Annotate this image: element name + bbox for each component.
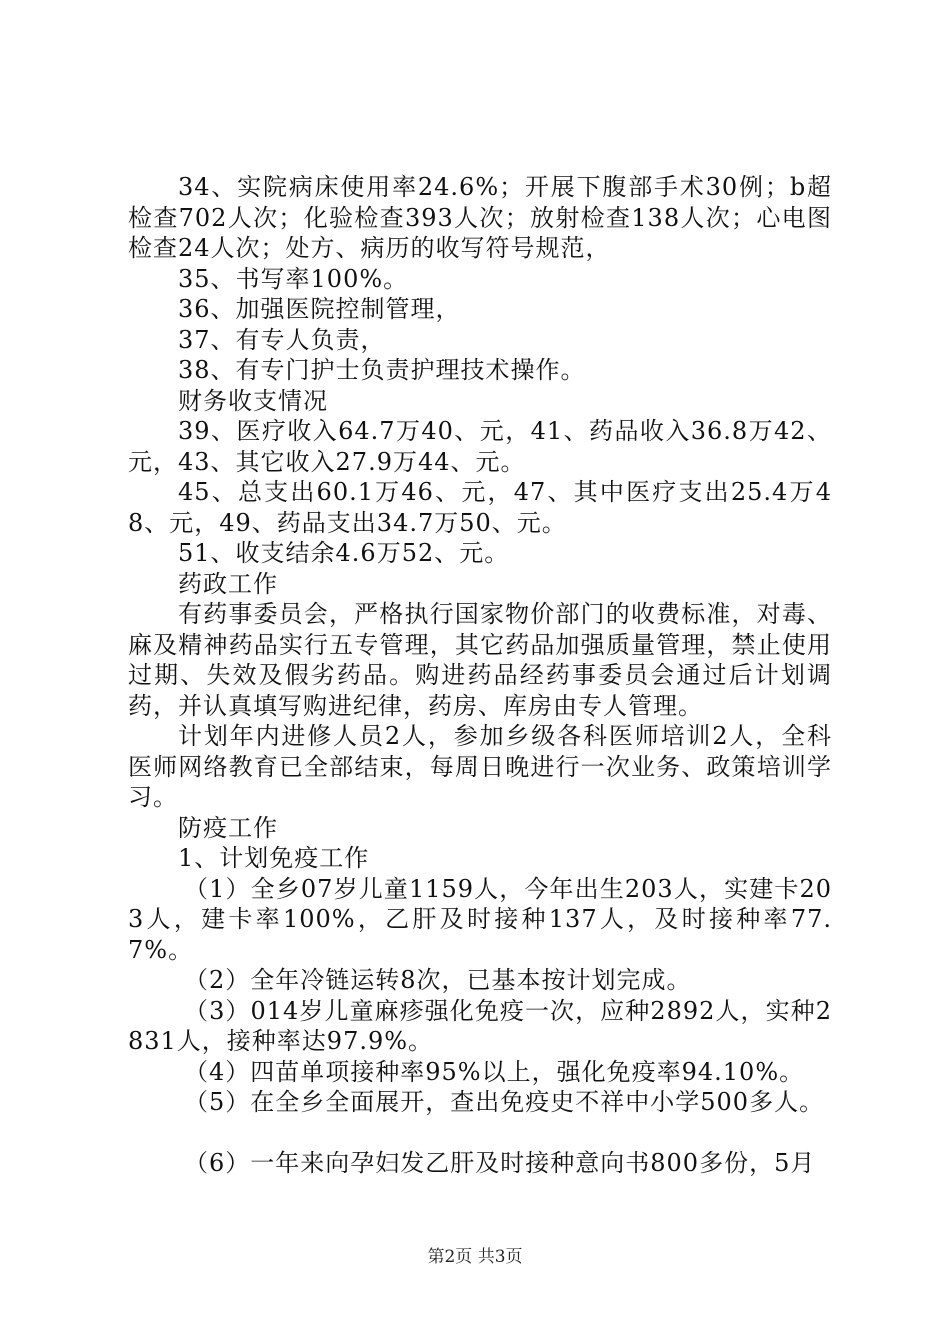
paragraph: （4）四苗单项接种率95%以上，强化免疫率94.10%。 [184,1057,805,1086]
paragraph: 防疫工作 [178,813,278,842]
paragraph: 财务收支情况 [178,386,328,415]
paragraph: （1）全乡07岁儿童1159人，今年出生203人，实建卡203人，建卡率100%，乙肝及时接种137人，及时接种率77.7%。 [128,874,832,964]
paragraph: （3）014岁儿童麻疹强化免疫一次，应种2892人，实种2831人，接种率达97.9%。 [128,996,832,1055]
document-body [128,172,832,1178]
paragraph: 37、有专人负责， [178,325,386,354]
paragraph: 38、有专门护士负责护理技术操作。 [178,356,586,384]
paragraph: 有药事委员会，严格执行国家物价部门的收费标准，对毒、麻及精神药品实行五专管理，其它药品加强质量管理，禁止使用过期、失效及假劣药品。购进药品经药事委员会通过后计划调药，并认真填写购进纪律，药房、库房由专人管理。 [128,600,832,720]
paragraph: 计划年内进修人员2人，参加乡级各科医师培训2人，全科医师网络教育已全部结束，每周日晚进行一次业务、政策培训学习。 [128,722,832,811]
paragraph: 45、总支出60.1万46、元，47、其中医疗支出25.4万48、元，49、药品支出34.7万50、元。 [128,478,832,537]
paragraph: 36、加强医院控制管理， [178,295,461,323]
paragraph: 39、医疗收入64.7万40、元，41、药品收入36.8万42、元，43、其它收入27.9万44、元。 [128,417,832,476]
paragraph: 51、收支结余4.6万52、元。 [178,539,510,567]
paragraph: 1、计划免疫工作 [178,844,370,872]
paragraph: （2）全年冷链运转8次，已基本按计划完成。 [184,966,692,994]
paragraph: （6）一年来向孕妇发乙肝及时接种意向书800多份，5月 [184,1148,816,1177]
paragraph: 34、实院病床使用率24.6%；开展下腹部手术30例；b超检查702人次；化验检查393人次；放射检查138人次；心电图检查24人次；处方、病历的收写符号规范， [128,173,832,262]
paragraph: 药政工作 [178,569,278,598]
paragraph: （5）在全乡全面展开，查出免疫史不祥中小学500多人。 [184,1088,825,1116]
paragraph: 35、书写率100%。 [178,264,409,293]
page-footer: 第2页 共3页 [427,1247,523,1267]
